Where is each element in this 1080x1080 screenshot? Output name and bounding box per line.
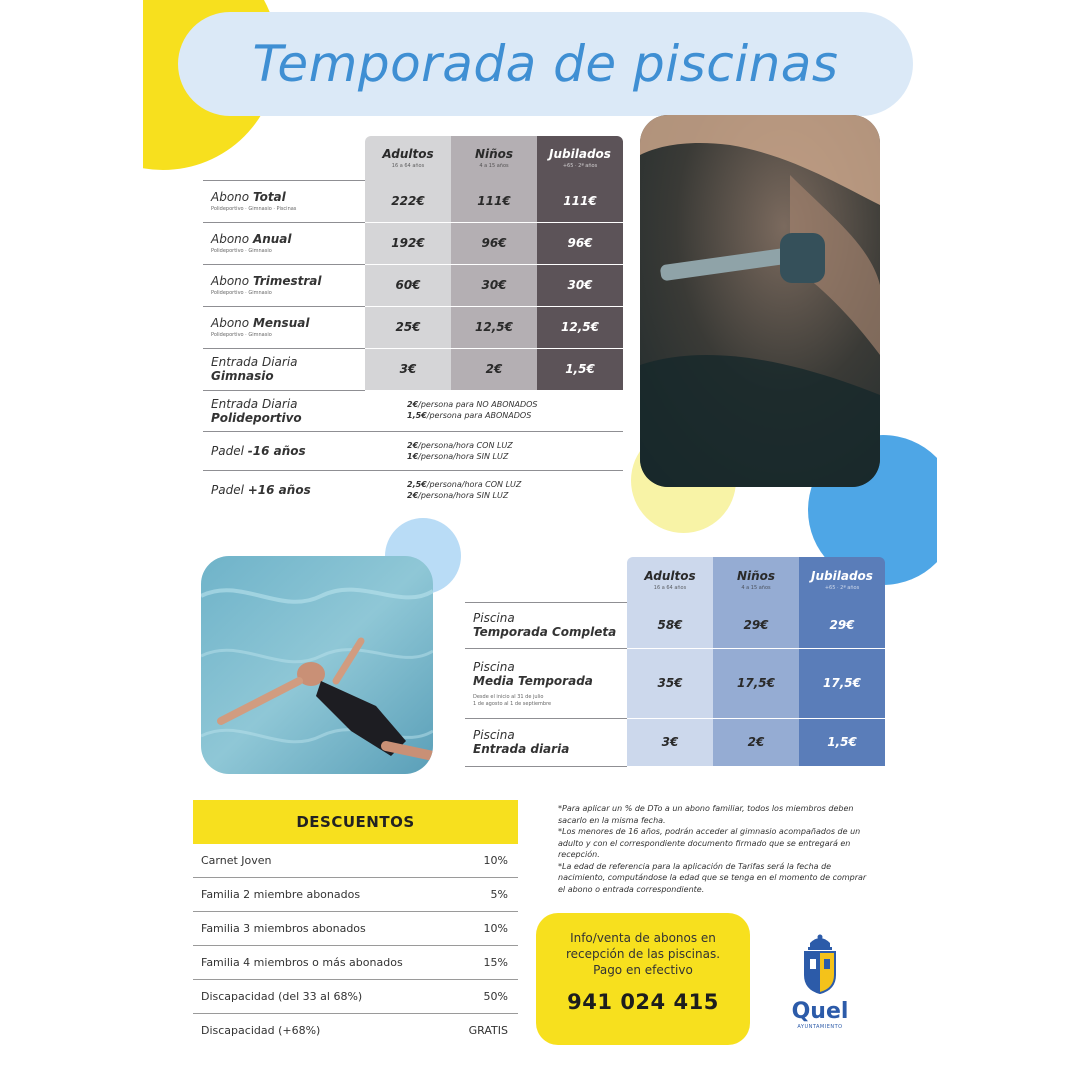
price-cell: 29€ (799, 602, 885, 648)
discount-row: Discapacidad (del 33 al 68%) 50% (193, 980, 518, 1014)
table-row (203, 180, 623, 222)
info-box (536, 913, 750, 1045)
price-cell: 2€ (713, 718, 799, 766)
price-cell: 96€ (537, 222, 623, 264)
phone-number[interactable]: 941 024 415 (567, 990, 719, 1014)
coat-of-arms-icon (800, 933, 840, 995)
table-row (465, 602, 885, 648)
gym-photo-illustration (640, 115, 880, 487)
info-text: Info/venta de abonos en recepción de las piscinas. Pago en efectivo (565, 931, 721, 977)
price-cell: 192€ (365, 222, 451, 264)
price-cell: 1,5€ (799, 718, 885, 766)
discount-row: Discapacidad (+68%) GRATIS (201, 1024, 508, 1037)
price-cell: 111€ (451, 180, 537, 222)
price-cell: 222€ (365, 180, 451, 222)
price-cell: 58€ (627, 602, 713, 648)
price-cell: 12,5€ (451, 306, 537, 348)
table-row (465, 718, 885, 766)
gym-photo (640, 115, 880, 487)
footnotes (558, 803, 868, 895)
row-label: Piscina Media Temporada Desde el inicio al 31 de julio 1 de agosto al 1 de septiembre (465, 648, 627, 718)
row-label: Abono Anual Polideportivo · Gimnasio (203, 222, 365, 264)
table-row (203, 390, 623, 431)
footnote: *Los menores de 16 años, podrán acceder al gimnasio acompañados de un adulto y con el correspondiente documento firmado que se entregará en recepción. (558, 827, 861, 859)
row-label: Padel -16 años (203, 431, 365, 470)
header-jubilados: Jubilados +65 · 2ª años (537, 136, 623, 180)
table-row (465, 648, 885, 718)
row-label: Abono Mensual Polideportivo · Gimnasio (203, 306, 365, 348)
table-row (203, 264, 623, 306)
row-label: Entrada Diaria Gimnasio (203, 348, 365, 390)
pool-photo (201, 556, 433, 774)
price-cell: 3€ (627, 718, 713, 766)
price-cell: 2€ (451, 348, 537, 390)
price-cell: 35€ (627, 648, 713, 718)
discount-row: Familia 4 miembros o más abonados 15% (193, 946, 518, 980)
header-jubilados: Jubilados +65 · 2ª años (799, 557, 885, 602)
footnote: *Para aplicar un % de DTo a un abono familiar, todos los miembros deben sacarlo en la misma fecha. (558, 804, 854, 825)
header-ninos: Niños 4 a 15 años (713, 557, 799, 602)
logo-name: Quel (791, 999, 849, 1024)
header-adultos: Adultos 16 a 64 años (365, 136, 451, 180)
note-cell: 2€/persona/hora CON LUZ 1€/persona/hora SIN LUZ (365, 431, 623, 470)
discounts-panel (193, 800, 518, 1047)
price-cell: 60€ (365, 264, 451, 306)
header-ninos: Niños 4 a 15 años (451, 136, 537, 180)
table-row (203, 222, 623, 264)
row-label: Entrada Diaria Polideportivo (203, 390, 365, 431)
price-cell: 30€ (537, 264, 623, 306)
row-label: Abono Trimestral Polideportivo · Gimnasio (203, 264, 365, 306)
discounts-title: DESCUENTOS (193, 800, 518, 844)
price-cell: 96€ (451, 222, 537, 264)
table-row (203, 348, 623, 390)
price-cell: 17,5€ (713, 648, 799, 718)
poster (143, 0, 937, 1080)
table-row (203, 306, 623, 348)
table-row (203, 431, 623, 470)
price-cell: 12,5€ (537, 306, 623, 348)
gym-table-header (203, 136, 623, 180)
pool-photo-illustration (201, 556, 433, 774)
note-cell: 2€/persona para NO ABONADOS 1,5€/persona para ABONADOS (365, 390, 623, 431)
row-label: Piscina Temporada Completa (465, 602, 627, 648)
logo-subtitle: AYUNTAMIENTO (797, 1024, 843, 1030)
table-row (203, 470, 623, 510)
discount-row: Familia 2 miembre abonados 5% (193, 878, 518, 912)
gym-prices-table (203, 136, 623, 510)
discount-row: Familia 3 miembros abonados 10% (193, 912, 518, 946)
row-label: Abono Total Polideportivo · Gimnasio · Piscinas (203, 180, 365, 222)
pool-table-header (465, 557, 885, 602)
price-cell: 30€ (451, 264, 537, 306)
price-cell: 29€ (713, 602, 799, 648)
footnote: *La edad de referencia para la aplicación de Tarifas será la fecha de nacimiento, computándose la edad que se tenga en el momento de comprar el abono o entrada correspondiente. (558, 861, 867, 894)
row-label: Padel +16 años (211, 483, 311, 498)
note-cell: 2,5€/persona/hora CON LUZ 2€/persona/hora SIN LUZ (407, 480, 522, 501)
row-label: Piscina Entrada diaria (465, 718, 627, 766)
price-cell: 3€ (365, 348, 451, 390)
price-cell: 1,5€ (537, 348, 623, 390)
municipality-logo (780, 933, 860, 1030)
title-banner (178, 12, 913, 116)
price-cell: 17,5€ (799, 648, 885, 718)
page-title: Temporada de piscinas (252, 35, 839, 93)
price-cell: 111€ (537, 180, 623, 222)
pool-prices-table (465, 557, 885, 767)
price-cell: 25€ (365, 306, 451, 348)
header-adultos: Adultos 16 a 64 años (627, 557, 713, 602)
discount-row: Carnet Joven 10% (193, 844, 518, 878)
